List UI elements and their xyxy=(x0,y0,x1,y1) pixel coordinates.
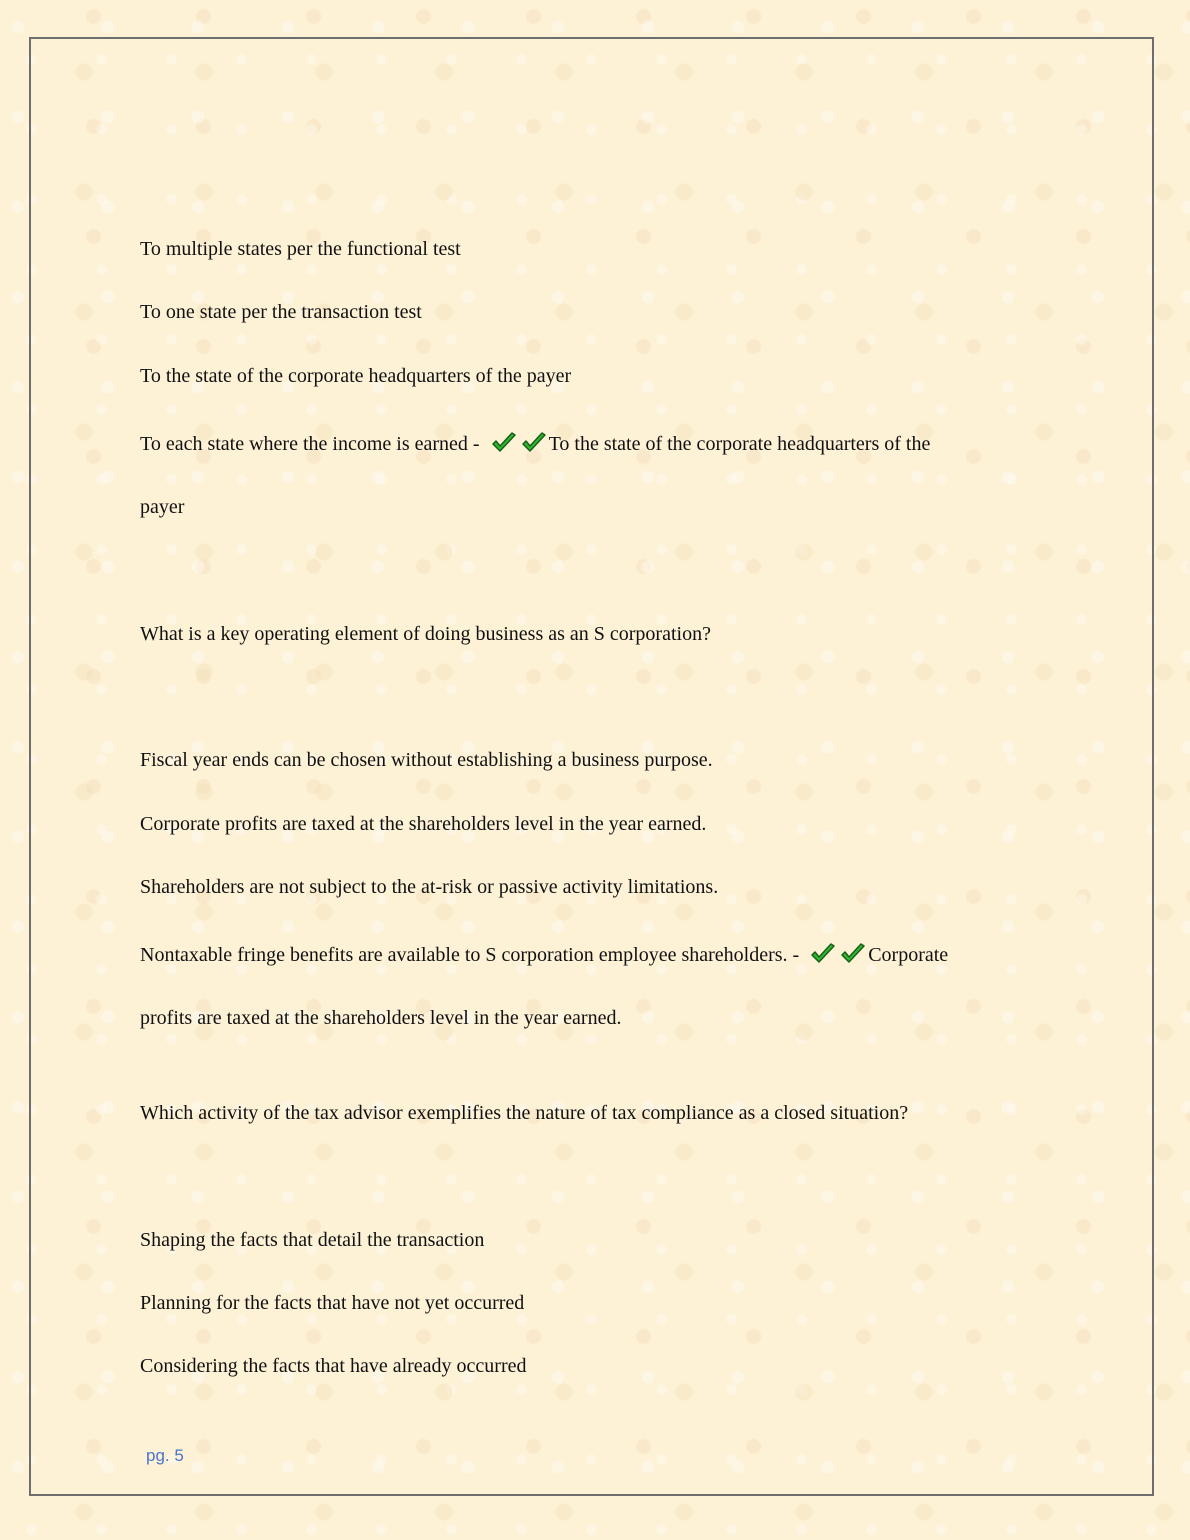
answer-option-2: Planning for the facts that have not yet occurred xyxy=(140,1292,525,1314)
answer-option-1: Fiscal year ends can be chosen without establishing a business purpose. xyxy=(140,749,713,771)
check-icon xyxy=(521,432,547,454)
answer-option-4-with-answer xyxy=(140,430,930,458)
page-number: pg. 5 xyxy=(146,1446,184,1465)
check-icon xyxy=(491,432,517,454)
correct-answer-text: To the state of the corporate headquarters of the xyxy=(548,433,931,455)
correct-answer-continuation: profits are taxed at the shareholders level in the year earned. xyxy=(140,1007,622,1029)
question-text: What is a key operating element of doing business as an S corporation? xyxy=(140,623,711,645)
answer-option-2: Corporate profits are taxed at the shareholders level in the year earned. xyxy=(140,813,707,835)
answer-option-3: To the state of the corporate headquarters of the payer xyxy=(140,365,572,387)
correct-answer-text: Corporate xyxy=(868,944,949,966)
question-text: Which activity of the tax advisor exemplifies the nature of tax compliance as a closed situation? xyxy=(140,1102,909,1124)
answer-checkmarks xyxy=(810,941,870,969)
answer-option-4-text: To each state where the income is earned - xyxy=(140,433,480,455)
correct-answer-continuation: payer xyxy=(140,496,185,518)
answer-option-4-with-answer xyxy=(140,941,948,969)
answer-option-4-text: Nontaxable fringe benefits are available to S corporation employee shareholders. - xyxy=(140,944,800,966)
answer-option-2: To one state per the transaction test xyxy=(140,301,422,323)
answer-option-1: To multiple states per the functional test xyxy=(140,238,461,260)
check-icon xyxy=(810,943,836,965)
answer-option-1: Shaping the facts that detail the transaction xyxy=(140,1229,485,1251)
check-icon xyxy=(840,943,866,965)
answer-option-3: Shareholders are not subject to the at-risk or passive activity limitations. xyxy=(140,876,719,898)
answer-option-3: Considering the facts that have already occurred xyxy=(140,1355,527,1377)
answer-checkmarks xyxy=(491,430,551,458)
